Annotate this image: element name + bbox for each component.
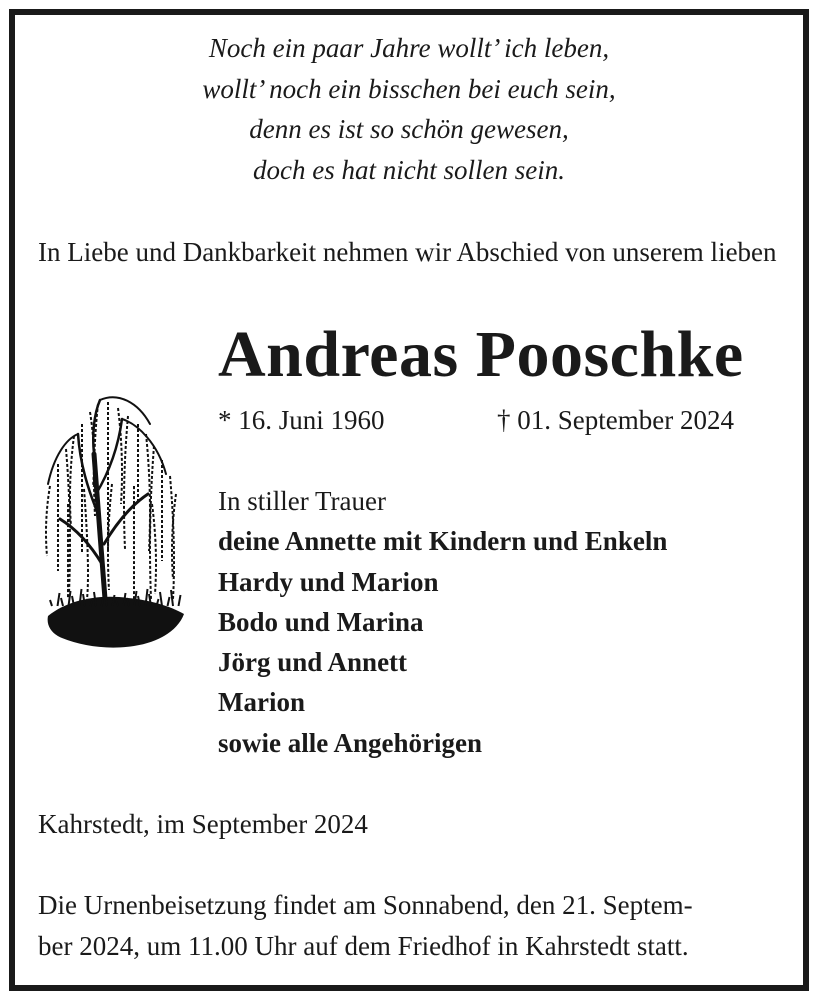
willow-strand	[124, 416, 128, 549]
willow-strand	[70, 436, 74, 527]
poem-line: wollt’ noch ein bisschen bei euch sein,	[202, 73, 616, 104]
mourner-name: Marion	[218, 687, 305, 718]
willow-strand	[152, 504, 156, 594]
mourners-block	[218, 481, 667, 763]
place-and-date: Kahrstedt, im September 2024	[38, 809, 368, 839]
memorial-poem	[0, 28, 818, 190]
grass-blade	[50, 600, 52, 606]
mourner-name: deine Annette mit Kindern und Enkeln	[218, 526, 668, 557]
death-date: † 01. September 2024	[497, 405, 734, 435]
poem-line: doch es hat nicht sollen sein.	[253, 154, 565, 185]
intro-text: In Liebe und Dankbarkeit nehmen wir Abschied von unserem lieben	[38, 237, 777, 267]
mourner-name: Jörg und Annett	[218, 647, 408, 678]
grass-blade	[160, 592, 162, 606]
grass-blade	[179, 595, 181, 606]
mourning-lead: In stiller Trauer	[218, 486, 386, 516]
grass-blade	[168, 597, 170, 606]
mourner-name: sowie alle Angehörigen	[218, 727, 482, 758]
willow-strand	[84, 489, 88, 599]
poem-line: Noch ein paar Jahre wollt’ ich leben,	[208, 33, 610, 63]
weeping-willow-icon	[38, 394, 188, 654]
grass-blade	[61, 598, 63, 606]
birth-date: * 16. Juni 1960	[218, 405, 385, 435]
burial-line: ber 2024, um 11.00 Uhr auf dem Friedhof in Kahrstedt statt.	[38, 931, 689, 961]
mourner-name: Bodo und Marina	[218, 606, 424, 637]
poem-line: denn es ist so schön gewesen,	[249, 114, 569, 144]
deceased-name: Andreas Pooschke	[218, 318, 744, 391]
mourner-name: Hardy und Marion	[218, 566, 439, 597]
burial-line: Die Urnenbeisetzung findet am Sonnabend, den 21. Septem-	[38, 890, 693, 920]
willow-strand	[46, 486, 50, 556]
willow-strand	[170, 476, 174, 599]
grass-blade	[58, 593, 60, 606]
burial-notice	[38, 885, 780, 967]
willow-strand	[150, 446, 154, 599]
